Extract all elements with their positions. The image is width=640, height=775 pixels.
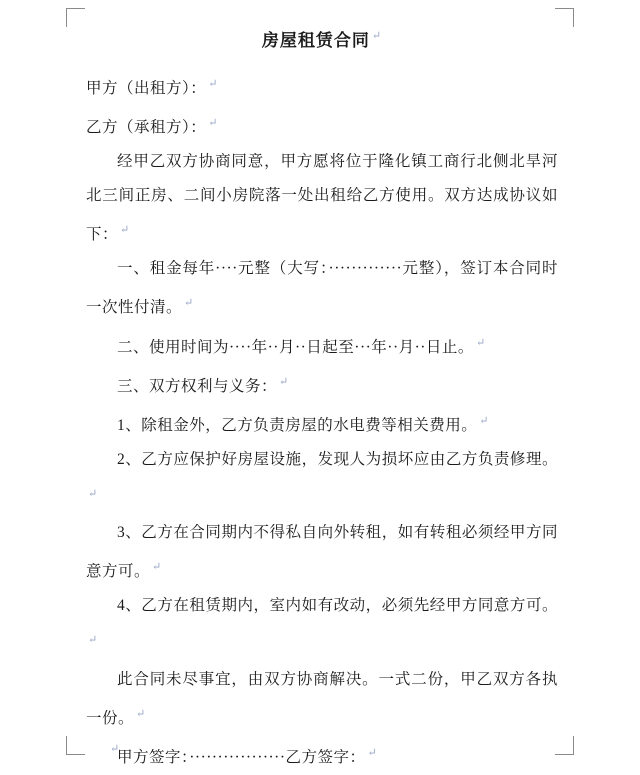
paragraph-text: 1、除租金外，乙方负责房屋的水电费等相关费用。 bbox=[117, 417, 478, 435]
paragraph-text: 三、双方权利与义务： bbox=[117, 377, 278, 395]
crop-mark-top-left bbox=[66, 8, 85, 27]
paragraph-text: 此合同未尽事宜，由双方协商解决。一式二份，甲乙双方各执一份。 bbox=[86, 670, 558, 727]
paragraph-mark-icon: ↵ bbox=[371, 30, 383, 43]
crop-mark-top-right bbox=[555, 8, 574, 27]
paragraph-text: 甲方签字：·················乙方签字： bbox=[117, 748, 366, 766]
paragraph-text: 经甲乙双方协商同意，甲方愿将位于隆化镇工商行北侧北旱河北三间正房、二间小房院落一处出租给乙方使用。双方达成协议如下： bbox=[86, 153, 558, 244]
paragraph-text: 二、使用时间为····年··月··日起至···年··月··日止。 bbox=[117, 338, 474, 356]
page-title-text: 房屋租赁合同 bbox=[261, 31, 370, 50]
paragraph-mark-icon: ↵ bbox=[208, 78, 218, 90]
paragraph-mark-icon: ↵ bbox=[367, 746, 378, 759]
paragraph-party-b bbox=[86, 106, 558, 145]
paragraph-text: 一、租金每年····元整（大写：·············元整），签订本合同时一次性付清。 bbox=[86, 260, 558, 317]
trailing-paragraph-mark-icon: ↵ bbox=[110, 743, 120, 755]
paragraph-mark-icon: ↵ bbox=[208, 117, 218, 130]
document-body bbox=[86, 26, 558, 775]
paragraph-mark-icon: ↵ bbox=[152, 561, 162, 574]
paragraph-clause-1 bbox=[86, 252, 558, 325]
paragraph-mark-icon: ↵ bbox=[279, 375, 289, 388]
paragraph-text: 乙方（承租方）： bbox=[86, 119, 207, 137]
paragraph-mark-icon: ↵ bbox=[479, 414, 489, 427]
paragraph-clause-3 bbox=[86, 365, 558, 404]
paragraph-text: 3、乙方在合同期内不得私自向外转租，如有转租必须经甲方同意方可。 bbox=[86, 524, 558, 581]
paragraph-mark-icon: ↵ bbox=[88, 634, 98, 647]
paragraph-signature-line bbox=[86, 736, 558, 775]
paragraph-preamble bbox=[86, 145, 558, 252]
paragraph-mark-icon: ↵ bbox=[120, 224, 130, 237]
paragraph-closing bbox=[86, 663, 558, 736]
paragraph-clause-2 bbox=[86, 326, 558, 365]
paragraph-party-a bbox=[86, 67, 558, 106]
crop-mark-bottom-left bbox=[66, 736, 85, 755]
paragraph-text: 4、乙方在租赁期内，室内如有改动，必须先经甲方同意方可。 bbox=[117, 597, 558, 615]
paragraph-clause-3-3 bbox=[86, 516, 558, 589]
paragraph-mark-icon: ↵ bbox=[184, 297, 194, 310]
paragraph-text: 甲方（出租方）： bbox=[86, 80, 207, 98]
paragraph-text: 2、乙方应保护好房屋设施，发现人为损坏应由乙方负责修理。 bbox=[117, 451, 558, 469]
paragraph-mark-icon: ↵ bbox=[88, 488, 98, 501]
paragraph-clause-3-4 bbox=[86, 589, 558, 662]
paragraph-mark-icon: ↵ bbox=[136, 707, 146, 720]
paragraph-clause-3-1 bbox=[86, 404, 558, 443]
paragraph-clause-3-2 bbox=[86, 443, 558, 516]
page-title bbox=[86, 26, 558, 51]
paragraph-mark-icon: ↵ bbox=[475, 336, 486, 349]
